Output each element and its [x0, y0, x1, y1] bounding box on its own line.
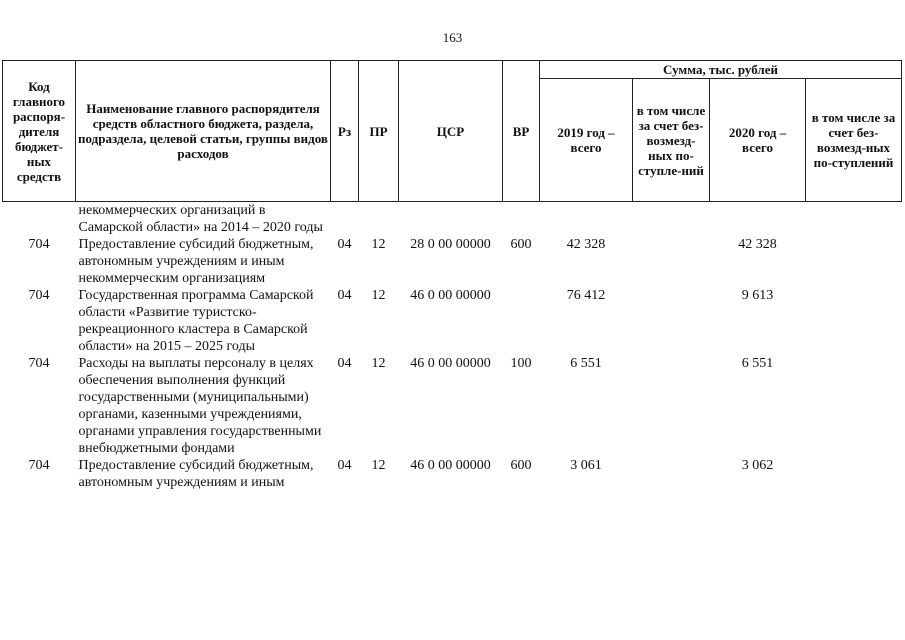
row-2020-grants [806, 202, 902, 237]
header-code: Код главного распоря-дителя бюджет-ных средств [3, 61, 76, 202]
row-2020-total [710, 202, 806, 237]
row-2019-grants [633, 202, 710, 237]
row-2020-grants [806, 287, 902, 355]
header-2019-grants: в том числе за счет без-возмезд-ных по-ступле-ний [633, 79, 710, 202]
row-2019-grants [633, 355, 710, 457]
row-2019-total [540, 202, 633, 237]
row-pr: 12 [371, 356, 386, 371]
table-row [3, 355, 902, 457]
row-code: 704 [28, 458, 50, 473]
row-name: Государственная программа Самарской области «Развитие туристско-рекреационного кластера в Самарской области» на 2015 – 2025 годы [78, 288, 314, 354]
row-pr: 12 [371, 458, 386, 473]
row-code: 704 [28, 288, 50, 303]
row-2019-grants [633, 457, 710, 491]
row-csr [399, 202, 503, 237]
table-row [3, 287, 902, 355]
header-2020-grants: в том числе за счет без-возмезд-ных по-ступлений [806, 79, 902, 202]
row-csr: 46 0 00 00000 [410, 458, 491, 473]
row-name: Предоставление субсидий бюджетным, автономным учреждениям и иным некоммерческим организациям [78, 237, 314, 286]
row-pr: 12 [371, 237, 386, 252]
header-csr: ЦСР [399, 61, 503, 202]
row-pr: 12 [371, 288, 386, 303]
row-csr: 28 0 00 00000 [410, 237, 491, 252]
header-pr: ПР [359, 61, 399, 202]
table-body [3, 202, 902, 492]
row-rz [331, 202, 359, 237]
header-name: Наименование главного распорядителя средств областного бюджета, раздела, подраздела, целевой статьи, группы видов расходов [76, 61, 331, 202]
row-code [3, 202, 76, 237]
row-2019-grants [633, 236, 710, 287]
row-2020-grants [806, 457, 902, 491]
table-row [3, 202, 902, 237]
header-2020-total: 2020 год – всего [710, 79, 806, 202]
table-row [3, 236, 902, 287]
row-code: 704 [28, 237, 50, 252]
row-code: 704 [28, 356, 50, 371]
header-rz: Рз [331, 61, 359, 202]
header-sum-group: Сумма, тыс. рублей [540, 61, 902, 79]
row-2019-total: 76 412 [566, 288, 606, 303]
row-2019-total: 3 061 [570, 458, 602, 473]
row-2019-total: 6 551 [570, 356, 602, 371]
row-vr [503, 287, 540, 355]
row-csr: 46 0 00 00000 [410, 288, 491, 303]
header-vr: ВР [503, 61, 540, 202]
row-rz: 04 [337, 288, 352, 303]
row-name: некоммерческих организаций в Самарской области» на 2014 – 2020 годы [78, 203, 323, 235]
row-name: Предоставление субсидий бюджетным, автономным учреждениям и иным [78, 458, 314, 490]
table-header [3, 61, 902, 202]
row-2019-total: 42 328 [566, 237, 606, 252]
page-number: 163 [442, 30, 463, 45]
header-2019-total: 2019 год – всего [540, 79, 633, 202]
row-2020-grants [806, 355, 902, 457]
row-2020-total: 3 062 [741, 458, 774, 473]
row-rz: 04 [337, 356, 352, 371]
row-rz: 04 [337, 458, 352, 473]
row-2020-total: 6 551 [741, 356, 774, 371]
row-vr: 600 [510, 237, 532, 252]
row-pr [359, 202, 399, 237]
row-2020-total: 9 613 [741, 288, 774, 303]
row-2020-grants [806, 236, 902, 287]
row-vr [503, 202, 540, 237]
row-2020-total: 42 328 [738, 237, 777, 252]
row-vr: 600 [510, 458, 532, 473]
row-vr: 100 [510, 356, 532, 371]
budget-table [2, 60, 902, 491]
row-name: Расходы на выплаты персоналу в целях обеспечения выполнения функций государственными (муниципальными) органами, казенными учреждениями, органами управления государственными внебюджетными фондами [78, 356, 322, 456]
row-2019-grants [633, 287, 710, 355]
row-rz: 04 [337, 237, 352, 252]
row-csr: 46 0 00 00000 [410, 356, 491, 371]
table-row [3, 457, 902, 491]
